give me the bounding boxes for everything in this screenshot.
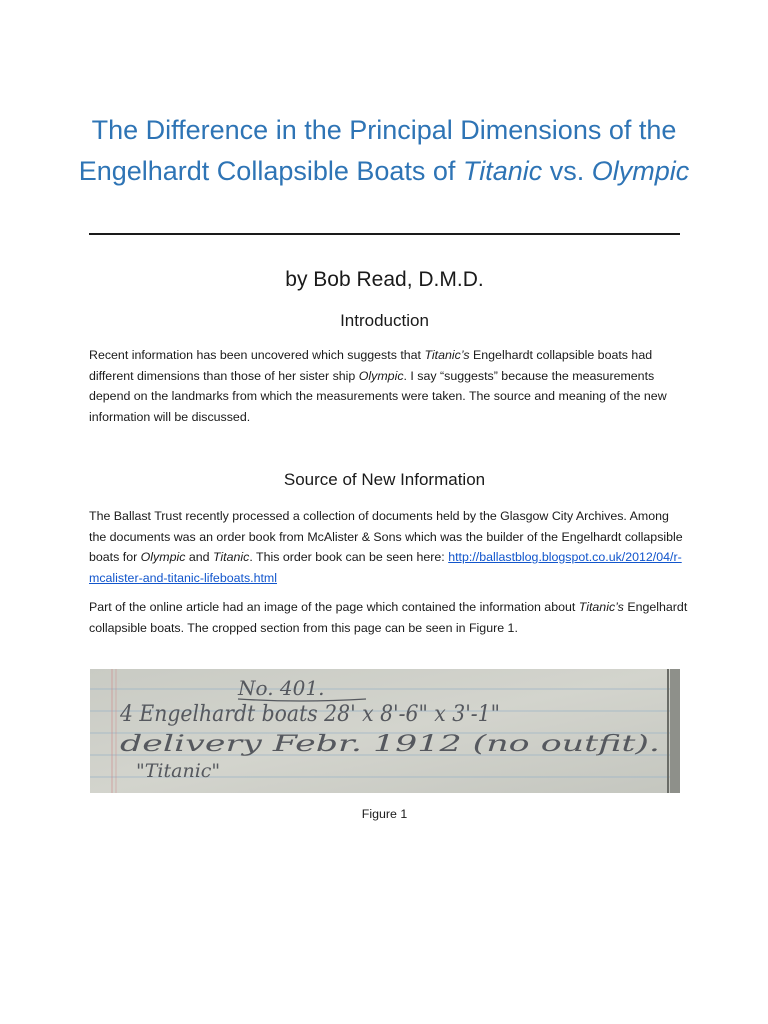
introduction-heading: Introduction — [340, 311, 429, 330]
document-title: The Difference in the Principal Dimensions of the Engelhardt Collapsible Boats of Titanic vs. Olympic — [78, 115, 690, 186]
order-book-figure — [90, 669, 680, 793]
source-paragraph-2: Part of the online article had an image of the page which contained the information about Titanic’s Engelhardt collapsible boats. The cropped section from this page can be seen in Figure 1. — [89, 600, 688, 635]
introduction-paragraph: Recent information has been uncovered which suggests that Titanic’s Engelhardt collapsible boats had different dimensions than those of her sister ship Olympic. I say “suggests” because the measurements depend on the landmarks from which the measurements were taken. The source and meaning of the new information will be discussed. — [89, 348, 667, 424]
handwriting-line-4: "Titanic" — [136, 760, 221, 782]
handwriting-line-3: delivery Febr. 1912 (no outfit). — [120, 732, 660, 757]
source-heading: Source of New Information — [283, 470, 486, 489]
order-book-image — [90, 669, 680, 793]
handwriting-line-1: No. 401. — [238, 676, 325, 700]
source-paragraph-1: The Ballast Trust recently processed a collection of documents held by the Glasgow City Archives. Among the documents was an order book from McAlister & Sons which was the builder of the Engelhardt collapsible boats for Olympic and Titanic. This order book can be seen here: http://ballastblog.blogspot.co.uk/2012/04/r-mcalister-and-titanic-lifeboats.html — [89, 509, 683, 585]
figure-caption: Figure 1 — [361, 807, 408, 821]
handwriting-line-2: 4 Engelhardt boats 28' x 8'-6" x 3'-1" — [119, 702, 500, 727]
author-byline: by Bob Read, D.M.D. — [285, 268, 484, 291]
title-divider — [89, 233, 680, 235]
ballast-blog-link[interactable]: http://ballastblog.blogspot.co.uk/2012/04/r-mcalister-and-titanic-lifeboats.html — [89, 550, 682, 585]
